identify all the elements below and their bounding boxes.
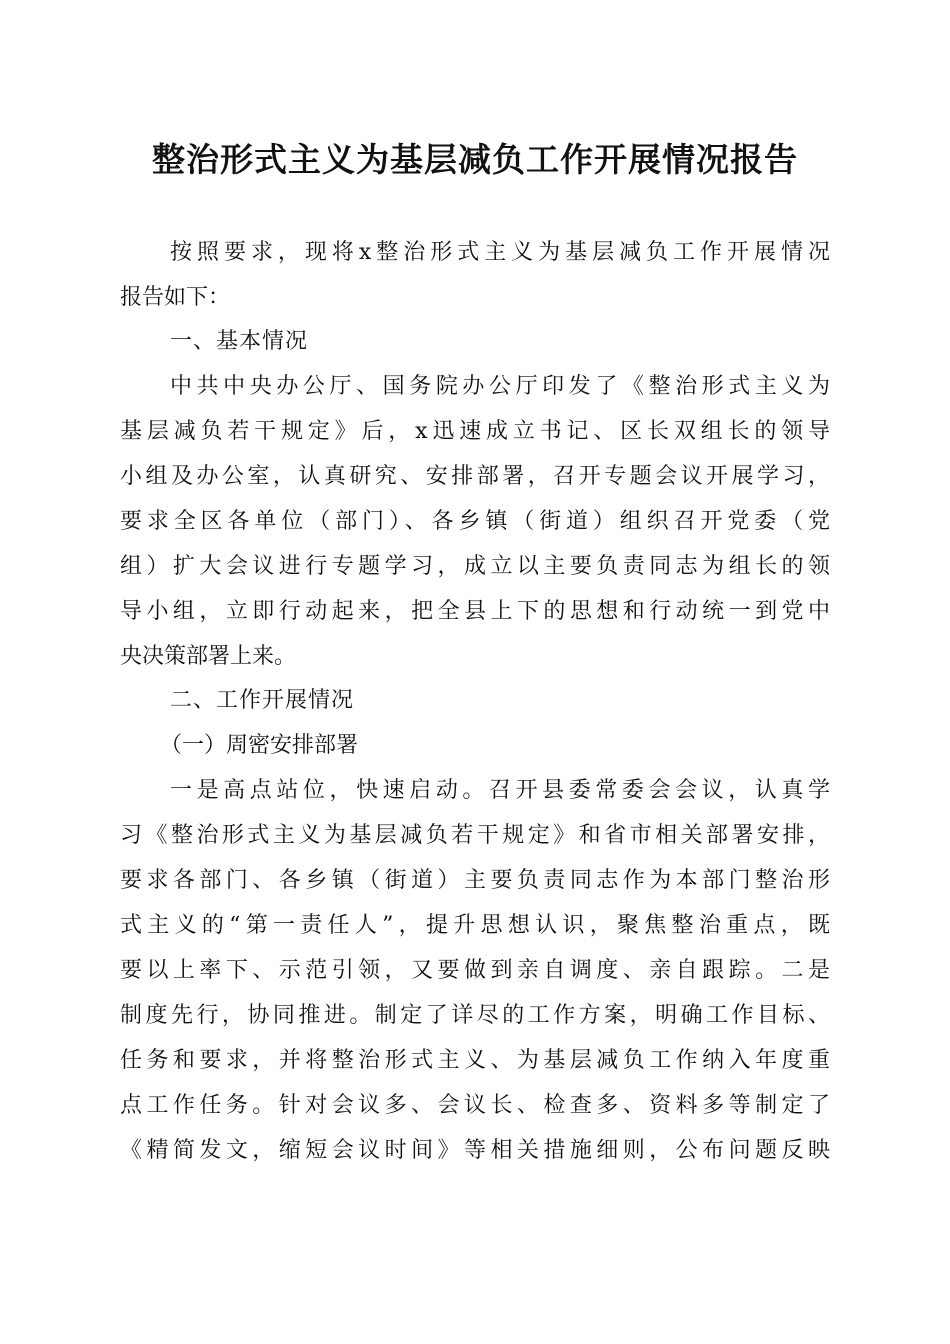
paragraph-line: 要求全区各单位（部门）、各乡镇（街道）组织召开党委（党	[120, 509, 830, 534]
subsection-heading: （一）周密安排部署	[160, 733, 359, 758]
paragraph-line: 式主义的“第一责任人”，提升思想认识，聚焦整治重点，既	[120, 913, 830, 938]
paragraph-line: 任务和要求，并将整治形式主义、为基层减负工作纳入年度重	[120, 1048, 830, 1073]
paragraph-line: 《精简发文，缩短会议时间》等相关措施细则，公布问题反映	[120, 1138, 830, 1163]
document-title: 整治形式主义为基层减负工作开展情况报告	[152, 140, 798, 179]
paragraph-line: 一是高点站位，快速启动。召开县委常委会会议，认真学	[170, 778, 830, 803]
paragraph-line: 报告如下：	[120, 285, 231, 310]
paragraph-line: 按照要求，现将x整治形式主义为基层减负工作开展情况	[170, 240, 830, 265]
paragraph-line: 小组及办公室，认真研究、安排部署，召开专题会议开展学习，	[120, 464, 830, 489]
paragraph-line: 习《整治形式主义为基层减负若干规定》和省市相关部署安排，	[120, 823, 830, 848]
paragraph-line: 央决策部署上来。	[120, 644, 297, 669]
paragraph-line: 导小组，立即行动起来，把全县上下的思想和行动统一到党中	[120, 599, 830, 624]
section-heading: 二、工作开展情况	[170, 688, 355, 713]
paragraph-line: 点工作任务。针对会议多、会议长、检查多、资料多等制定了	[120, 1093, 830, 1118]
paragraph-line: 要求各部门、各乡镇（街道）主要负责同志作为本部门整治形	[120, 868, 830, 893]
paragraph-line: 组）扩大会议进行专题学习，成立以主要负责同志为组长的领	[120, 554, 830, 579]
paragraph-line: 制度先行，协同推进。制定了详尽的工作方案，明确工作目标、	[120, 1003, 830, 1028]
paragraph-line: 要以上率下、示范引领，又要做到亲自调度、亲自跟踪。二是	[120, 958, 830, 983]
paragraph-line: 中共中央办公厅、国务院办公厅印发了《整治形式主义为	[170, 374, 830, 399]
paragraph-line: 基层减负若干规定》后，x迅速成立书记、区长双组长的领导	[120, 419, 830, 444]
section-heading: 一、基本情况	[170, 329, 309, 354]
